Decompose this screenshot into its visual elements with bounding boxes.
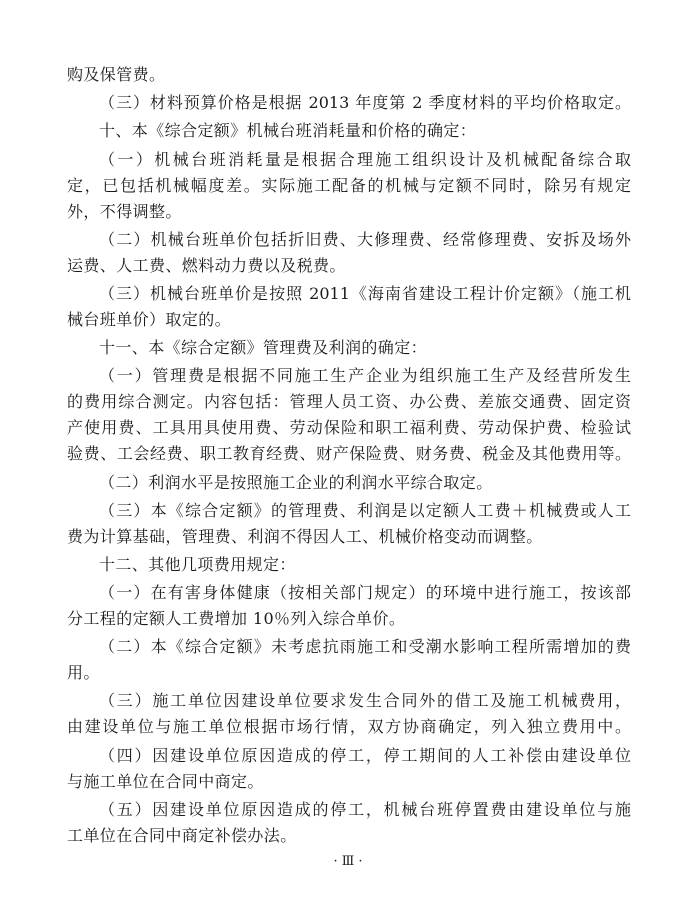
section-heading bbox=[67, 552, 631, 578]
paragraph bbox=[67, 363, 631, 467]
text-line: （三）材料预算价格是根据 2013 年度第 2 季度材料的平均价格取定。 bbox=[99, 93, 631, 113]
paragraph-continuation bbox=[67, 62, 631, 88]
text-line: （四）因建设单位原因造成的停工，停工期间的人工补偿由建设单位 bbox=[99, 745, 631, 765]
text-line: （五）因建设单位原因造成的停工，机械台班停置费由建设单位与施 bbox=[99, 799, 631, 819]
section-heading bbox=[67, 335, 631, 361]
text-line: （二）利润水平是按照施工企业的利润水平综合取定。 bbox=[99, 472, 493, 492]
paragraph bbox=[67, 688, 631, 740]
text-line: 运费、人工费、燃料动力费以及税费。 bbox=[67, 255, 346, 275]
paragraph bbox=[67, 147, 631, 225]
heading-line: 十、本《综合定额》机械台班消耗量和价格的确定： bbox=[99, 121, 477, 141]
text-line: （一）机械台班消耗量是根据合理施工组织设计及机械配备综合取 bbox=[99, 149, 631, 169]
text-line: （三）施工单位因建设单位要求发生合同外的借工及施工机械费用， bbox=[99, 691, 631, 711]
paragraph bbox=[67, 743, 631, 795]
section-heading bbox=[67, 118, 631, 144]
paragraph bbox=[67, 498, 631, 550]
text-line: （二）本《综合定额》未考虑抗雨施工和受潮水影响工程所需增加的费 bbox=[99, 637, 631, 657]
paragraph bbox=[67, 227, 631, 279]
text-line: 用。 bbox=[67, 663, 100, 683]
paragraph bbox=[67, 470, 631, 496]
text-line: （二）机械台班单价包括折旧费、大修理费、经常修理费、安拆及场外 bbox=[99, 229, 631, 249]
text-line: 分工程的定额人工费增加 10％列入综合单价。 bbox=[67, 609, 406, 629]
paragraph bbox=[67, 281, 631, 333]
text-line: 工单位在合同中商定补偿办法。 bbox=[67, 825, 297, 845]
paragraph bbox=[67, 90, 631, 116]
heading-line: 十一、本《综合定额》管理费及利润的确定： bbox=[99, 338, 428, 358]
page-number: · Ⅲ · bbox=[333, 854, 363, 869]
text-line: 外，不得调整。 bbox=[67, 201, 182, 221]
text-line: 械台班单价）取定的。 bbox=[67, 309, 232, 329]
text-line: 费为计算基础，管理费、利润不得因人工、机械价格变动而调整。 bbox=[67, 526, 543, 546]
text-line: 定，已包括机械幅度差。实际施工配备的机械与定额不同时，除另有规定 bbox=[67, 175, 631, 195]
text-line: 购及保管费。 bbox=[67, 65, 166, 84]
text-line: （一）管理费是根据不同施工生产企业为组织施工生产及经营所发生 bbox=[99, 366, 631, 386]
text-line: 由建设单位与施工单位根据市场行情，双方协商确定，列入独立费用中。 bbox=[67, 717, 631, 737]
paragraph bbox=[67, 580, 631, 632]
heading-line: 十二、其他几项费用规定： bbox=[99, 554, 296, 574]
text-line: （一）在有害身体健康（按相关部门规定）的环境中进行施工，按该部 bbox=[99, 583, 631, 603]
text-line: 验费、工会经费、职工教育经费、财产保险费、财务费、税金及其他费用等。 bbox=[67, 444, 631, 464]
paragraph bbox=[67, 797, 631, 849]
text-line: （三）机械台班单价是按照 2011《海南省建设工程计价定额》（施工机 bbox=[99, 283, 631, 303]
text-line: （三）本《综合定额》的管理费、利润是以定额人工费＋机械费或人工 bbox=[99, 500, 631, 520]
text-line: 的费用综合测定。内容包括：管理人员工资、办公费、差旅交通费、固定资 bbox=[67, 392, 631, 412]
document-page bbox=[67, 62, 631, 849]
paragraph bbox=[67, 634, 631, 686]
text-line: 产使用费、工具用具使用费、劳动保险和职工福利费、劳动保护费、检验试 bbox=[67, 418, 631, 438]
text-line: 与施工单位在合同中商定。 bbox=[67, 771, 264, 791]
